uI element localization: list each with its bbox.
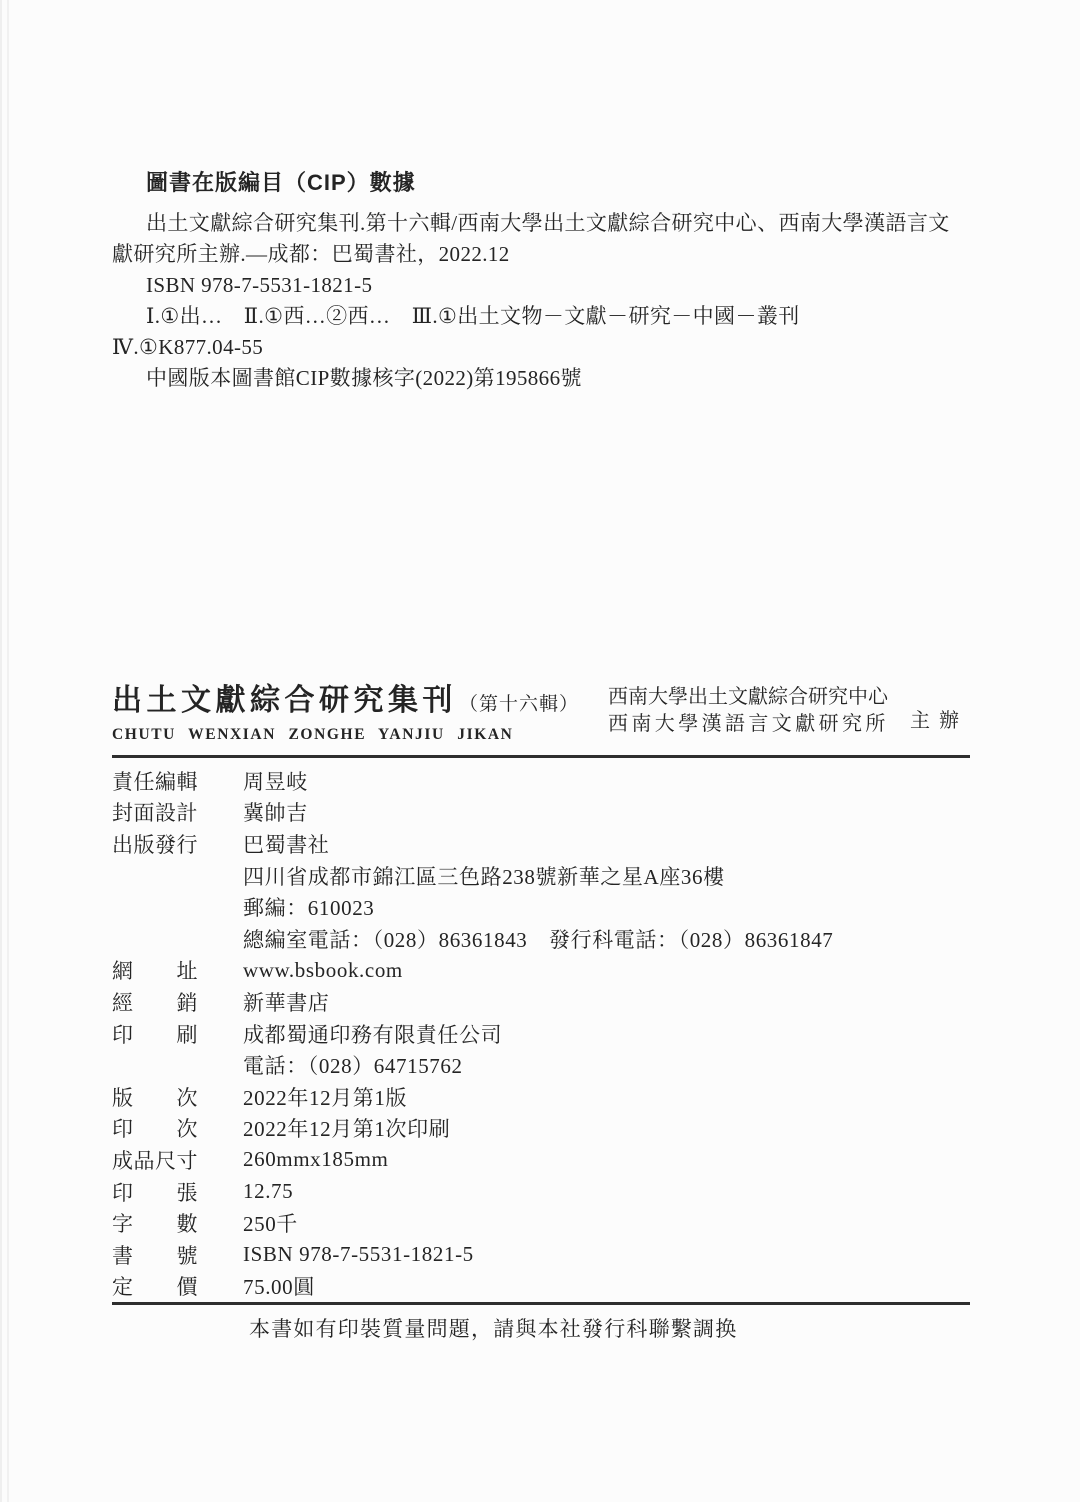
colophon-row-value: 冀帥吉 bbox=[243, 801, 308, 826]
colophon-row bbox=[112, 923, 970, 955]
cip-lines bbox=[112, 208, 970, 394]
colophon-row-value: 2022年12月第1次印刷 bbox=[243, 1117, 451, 1142]
colophon-row-value: 12.75 bbox=[243, 1179, 294, 1204]
colophon-row-value: 2022年12月第1版 bbox=[243, 1085, 408, 1110]
cip-line: 出土文獻綜合研究集刊.第十六輯/西南大學出土文獻綜合研究中心、西南大學漢語言文 bbox=[146, 211, 950, 235]
journal-pinyin: CHUTU WENXIAN ZONGHE YANJIU JIKAN bbox=[112, 726, 514, 743]
colophon-row-label: 出版發行 bbox=[112, 832, 198, 857]
colophon-row bbox=[112, 860, 970, 892]
colophon-row-label: 印 刷 bbox=[112, 1022, 198, 1047]
journal-title: 出土文獻綜合研究集刊 bbox=[112, 684, 457, 717]
colophon-row-label: 封面設計 bbox=[112, 801, 198, 826]
masthead bbox=[112, 683, 970, 744]
masthead-title-column bbox=[112, 683, 586, 744]
colophon-row bbox=[112, 986, 970, 1018]
cip-block bbox=[112, 168, 970, 394]
colophon-row bbox=[112, 1081, 970, 1113]
colophon-row bbox=[112, 1207, 970, 1239]
colophon-row-value: 75.00圓 bbox=[243, 1275, 315, 1300]
colophon-row-value: 四川省成都市錦江區三色路238號新華之星A座36樓 bbox=[243, 864, 725, 889]
colophon-row-value: 成都蜀通印務有限責任公司 bbox=[243, 1022, 503, 1047]
organizer-role: 主辦 bbox=[910, 710, 968, 732]
colophon-row bbox=[112, 1271, 970, 1303]
colophon-row-value: www.bsbook.com bbox=[243, 957, 403, 982]
colophon-row-label: 經 銷 bbox=[112, 990, 198, 1015]
colophon-table bbox=[112, 765, 970, 1302]
colophon-row bbox=[112, 1113, 970, 1145]
volume-label: （第十六輯） bbox=[459, 694, 580, 715]
colophon-row-value: 總編室電話：（028）86361843 發行科電話：（028）86361847 bbox=[243, 927, 834, 952]
colophon-row-label: 網 址 bbox=[112, 959, 198, 984]
colophon-row bbox=[112, 891, 970, 923]
colophon-row-label: 版 次 bbox=[112, 1085, 198, 1110]
cip-line: 中國版本圖書館CIP數據核字(2022)第195866號 bbox=[146, 366, 582, 390]
colophon-row bbox=[112, 1144, 970, 1176]
organizer-line-2: 西南大學漢語言文獻研究所 bbox=[608, 713, 889, 735]
colophon-row bbox=[112, 1239, 970, 1271]
colophon-row-value: 260mmx185mm bbox=[243, 1147, 389, 1172]
colophon-row-value: 巴蜀書社 bbox=[243, 832, 330, 857]
cip-line: Ⅳ.①K877.04-55 bbox=[112, 335, 264, 359]
cip-line: Ⅰ.①出… Ⅱ.①西…②西… Ⅲ.①出土文物－文獻－研究－中國－叢刊 bbox=[146, 304, 800, 328]
colophon-row-value: ISBN 978-7-5531-1821-5 bbox=[243, 1242, 474, 1267]
cip-line: ISBN 978-7-5531-1821-5 bbox=[146, 273, 373, 297]
scan-edge-artifact bbox=[0, 0, 2, 1502]
divider-top bbox=[112, 755, 970, 758]
colophon-row-label: 責任編輯 bbox=[112, 769, 198, 794]
organizer-block bbox=[608, 683, 892, 738]
divider-bottom bbox=[112, 1302, 970, 1305]
cip-heading: 圖書在版編目（CIP）數據 bbox=[146, 170, 416, 195]
colophon-row bbox=[112, 765, 970, 797]
colophon-row-label: 定 價 bbox=[112, 1275, 198, 1300]
colophon-row bbox=[112, 1049, 970, 1081]
colophon-row-label: 成品尺寸 bbox=[112, 1148, 198, 1173]
colophon-row bbox=[112, 828, 970, 860]
scan-edge-artifact-inner bbox=[7, 0, 9, 1502]
colophon-row-value: 新華書店 bbox=[243, 990, 330, 1015]
colophon-row bbox=[112, 955, 970, 987]
colophon-row-label: 書 號 bbox=[112, 1243, 198, 1268]
journal-title-row bbox=[112, 683, 586, 719]
organizer-line-1: 西南大學出土文獻綜合研究中心 bbox=[608, 686, 888, 708]
colophon-row bbox=[112, 1018, 970, 1050]
quality-note: 本書如有印裝質量問題，請與本社發行科聯繫調换 bbox=[249, 1317, 738, 1341]
colophon-row-label: 印 張 bbox=[112, 1180, 198, 1205]
colophon-row-value: 電話：（028）64715762 bbox=[243, 1054, 463, 1079]
colophon-row-value: 郵編：610023 bbox=[243, 896, 375, 921]
colophon-row-value: 250千 bbox=[243, 1212, 298, 1237]
colophon-row-label: 字 數 bbox=[112, 1212, 198, 1237]
cip-line: 獻研究所主辦.—成都：巴蜀書社，2022.12 bbox=[112, 242, 510, 266]
colophon-row-label: 印 次 bbox=[112, 1117, 198, 1142]
colophon-row-value: 周昱岐 bbox=[243, 769, 308, 794]
colophon-row bbox=[112, 797, 970, 829]
colophon-row bbox=[112, 1176, 970, 1208]
